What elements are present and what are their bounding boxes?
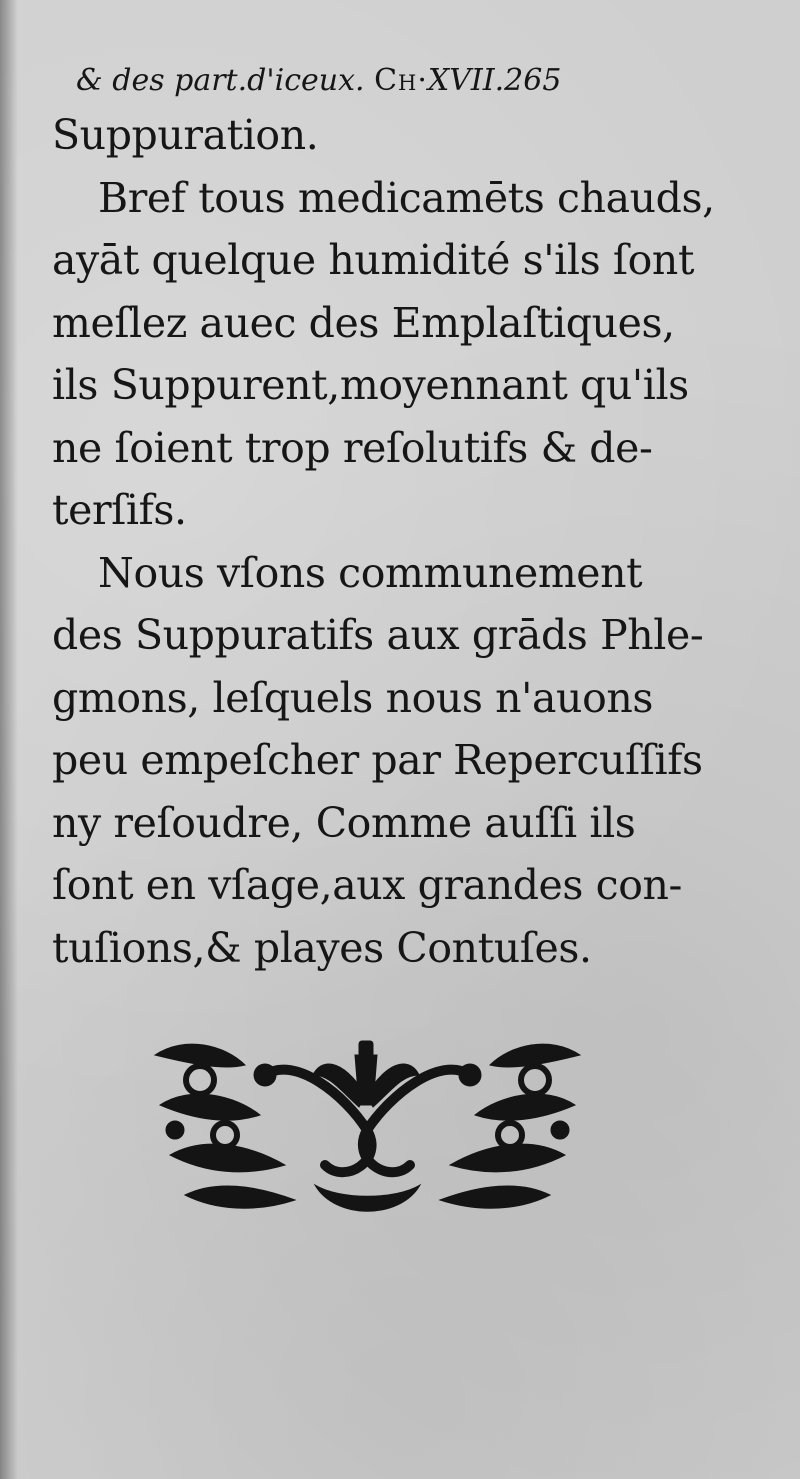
page-gutter-shadow: [0, 0, 18, 1479]
text-line: peu empeſcher par Repercuſſifs: [52, 736, 703, 784]
text-line: Suppuration.: [52, 111, 319, 159]
text-line: ny reſoudre, Comme auſſi ils: [52, 798, 636, 847]
body-text: [52, 104, 715, 979]
text-line: ayāt quelque humidité s'ils ſont: [52, 236, 695, 284]
page-number: 265: [504, 63, 562, 98]
text-line: ſont en vſage,aux grandes con-: [52, 861, 682, 909]
text-line: Bref tous medicamēts chauds,: [98, 173, 715, 222]
fleuron-ornament-icon: [145, 1035, 590, 1225]
running-header: [76, 58, 656, 104]
text-line: ne ſoient trop reſolutifs & de-: [52, 423, 653, 472]
text-line: tuſions,& playes Contuſes.: [52, 923, 592, 972]
text-line: des Suppuratifs aux grāds Phle-: [52, 611, 704, 659]
running-title: & des part.d'iceux.: [76, 63, 365, 98]
text-line: Nous vſons communement: [98, 548, 643, 597]
text-line: meſlez auec des Emplaſtiques,: [52, 298, 675, 347]
text-line: terſifs.: [52, 486, 187, 534]
text-line: gmons, leſquels nous n'auons: [52, 673, 653, 722]
text-line: ils Suppurent,moyennant qu'ils: [52, 361, 689, 409]
chapter-number: XVII.: [427, 63, 505, 98]
chapter-label: Ch·: [374, 63, 428, 98]
